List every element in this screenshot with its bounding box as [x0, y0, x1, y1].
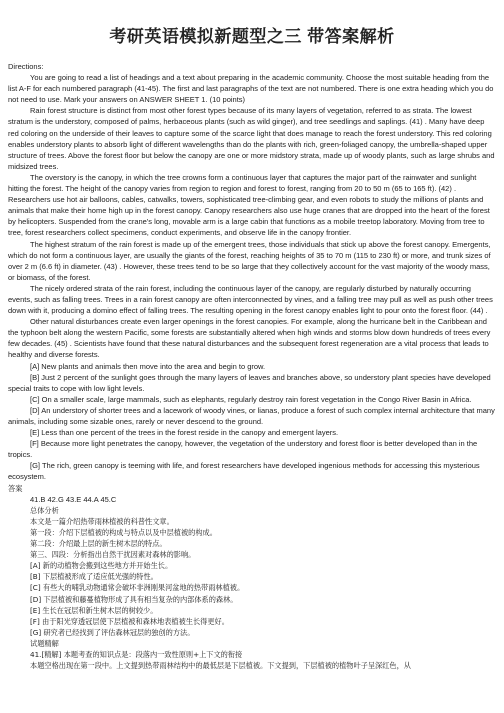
answer-label: 答案 — [8, 483, 23, 493]
analysis-line: 第二段：介绍最上层的新生树木层的特点。 — [30, 539, 167, 549]
analysis-line: [C] 有些大的哺乳动物通常会破坏非洲刚果河盆地的热带雨林植被。 — [30, 583, 245, 593]
directions-label: Directions: — [8, 62, 44, 71]
option-d: [D] An understory of shorter trees and a lacework of woody vines, or lianas, produce a forest of such complex internal architecture that many animals, including some sizable ones, rarely or never descend to the ground. — [8, 405, 495, 426]
analysis-line: [D] 下层植被和藤蔓植物形成了具有相当复杂的内部体系的森林。 — [30, 594, 238, 604]
paragraph: The nicely ordered strata of the rain forest, including the continuous layer of the canopy, are regularly disturbed by naturally occurring events, such as falling trees. Trees in a rain forest canopy are often interconnected by vines, and a falling tree may pull as well as push other trees down with it, producing a domino effect of falling trees. The resulting opening in the forest canopy enables light to pour onto the forest floor. (44) . — [8, 283, 493, 316]
analysis-line: [A] 新的动植物会搬到这些地方并开始生长。 — [30, 561, 173, 571]
explain-question: 41.[精解] 本题考查的知识点是：段落内一致性原则+上下文的衔接 — [30, 649, 243, 659]
explain-label: 试题精解 — [30, 638, 59, 648]
option-b: [B] Just 2 percent of the sunlight goes through the many layers of leaves and branches above, so understory plant species have developed special traits to cope with low light levels. — [8, 372, 491, 393]
analysis-label: 总体分析 — [30, 505, 59, 515]
option-f: [F] Because more light penetrates the canopy, however, the vegetation of the understory and forest floor is better developed than in the tropics. — [8, 439, 478, 460]
explain-text: 本题空格出现在第一段中。上文提到热带雨林结构中的最低层是下层植被。下文提到，下层植被的植物叶子呈深红色，从 — [30, 661, 411, 671]
option-g: [G] The rich, green canopy is teeming with life, and forest researchers have developed ingenious methods for accessing this mysterious ecosystem. — [8, 461, 480, 482]
analysis-line: [F] 由于阳光穿透冠层使下层植被和森林地表植被生长得更好。 — [30, 616, 229, 626]
analysis-line: [B] 下层植被形成了适应低光强的特性。 — [30, 572, 158, 582]
paragraph: Rain forest structure is distinct from most other forest types because of its many layers of vegetation, referred to as strata. The lowest stratum is the understory, composed of palms, herbaceous plants (such as wild ginger), and tree seedlings and saplings. (41) . Many have deep red coloring on the underside of their leaves to capture some of the scarce light that does manage to reach the forest understory. This red coloring enables understory plants to absorb light of different wavelengths than do the plants with rich, green-foliaged canopy, the umbrella-shaped upper structure of trees. Above the forest floor but below the canopy are one or more midstory strata, made up of woody plants, such as large shrubs and midsized trees. — [8, 106, 495, 171]
analysis-line: 本文是一篇介绍热带雨林植被的科普性文章。 — [30, 516, 174, 526]
paragraph: The highest stratum of the rain forest is made up of the emergent trees, those individuals that stick up above the forest canopy. Emergents, which do not form a continuous layer, are usually the giants of the forest, reaching heights of 35 to 70 m (115 to 230 ft) or more, and trunk sizes of over 2 m (6.6 ft) in diameter. (43) . However, these trees tend to be so large that they collectively account for the vast majority of the woody mass, or biomass, of the forest. — [8, 239, 491, 282]
analysis-line: 第一段：介绍下层植被的构成与特点以及中层植被的构成。 — [30, 527, 217, 537]
answer-keys: 41.B 42.G 43.E 44.A 45.C — [30, 494, 117, 504]
analysis-line: [E] 生长在冠层和新生树木层的树较少。 — [30, 605, 158, 615]
document-body — [8, 61, 496, 671]
option-a: [A] New plants and animals then move into the area and begin to grow. — [30, 361, 266, 371]
option-e: [E] Less than one percent of the trees in the forest reside in the canopy and emergent layers. — [30, 428, 339, 438]
option-c: [C] On a smaller scale, large mammals, such as elephants, regularly destroy rain forest vegetation in the Congo River Basin in Africa. — [30, 394, 472, 404]
paragraph: Other natural disturbances create even larger openings in the forest canopies. For example, along the hurricane belt in the Caribbean and the typhoon belt along the western Pacific, some forests are substantially altered when high winds and storms blow down hundreds of trees every few decades. (45) . Scientists have found that these natural disturbances and the subsequent forest regeneration are a vital process that leads to healthy and diverse forests. — [8, 317, 491, 360]
paragraph: The overstory is the canopy, in which the tree crowns form a continuous layer that captures the major part of the rainwater and sunlight hitting the forest. The height of the canopy varies from region to region and forest to forest, ranging from 20 to 50 m (65 to 165 ft). (42) . Researchers use hot air balloons, cables, catwalks, towers, sophisticated tree-climbing gear, and even robots to study the millions of plants and animals that make their home high up in the forest canopy. Canopy researchers also use huge cranes that are dropped into the heart of the forest by helicopters. Suspended from the crane's long, movable arm is a large cabin that functions as a mobile treetop laboratory. Moving from tree to tree, forest researchers collect specimens, conduct experiments, and observe life in the canopy frontier. — [8, 172, 490, 238]
analysis-line: 第三、四段：分析指出自然干扰因素对森林的影响。 — [30, 550, 196, 560]
document-title: 考研英语模拟新题型之三 带答案解析 — [109, 27, 395, 46]
directions-text: You are going to read a list of headings and a text about preparing in the academic community. Choose the most suitable heading from the list A-F for each numbered paragraph (41-45). The first and last paragraphs of the text are not numbered. There is one extra heading which you do not need to use. Mark your answers on ANSWER SHEET 1. (10 points) — [8, 73, 494, 105]
analysis-line: [G] 研究者已经找到了评估森林冠层的独创的方法。 — [30, 627, 195, 637]
